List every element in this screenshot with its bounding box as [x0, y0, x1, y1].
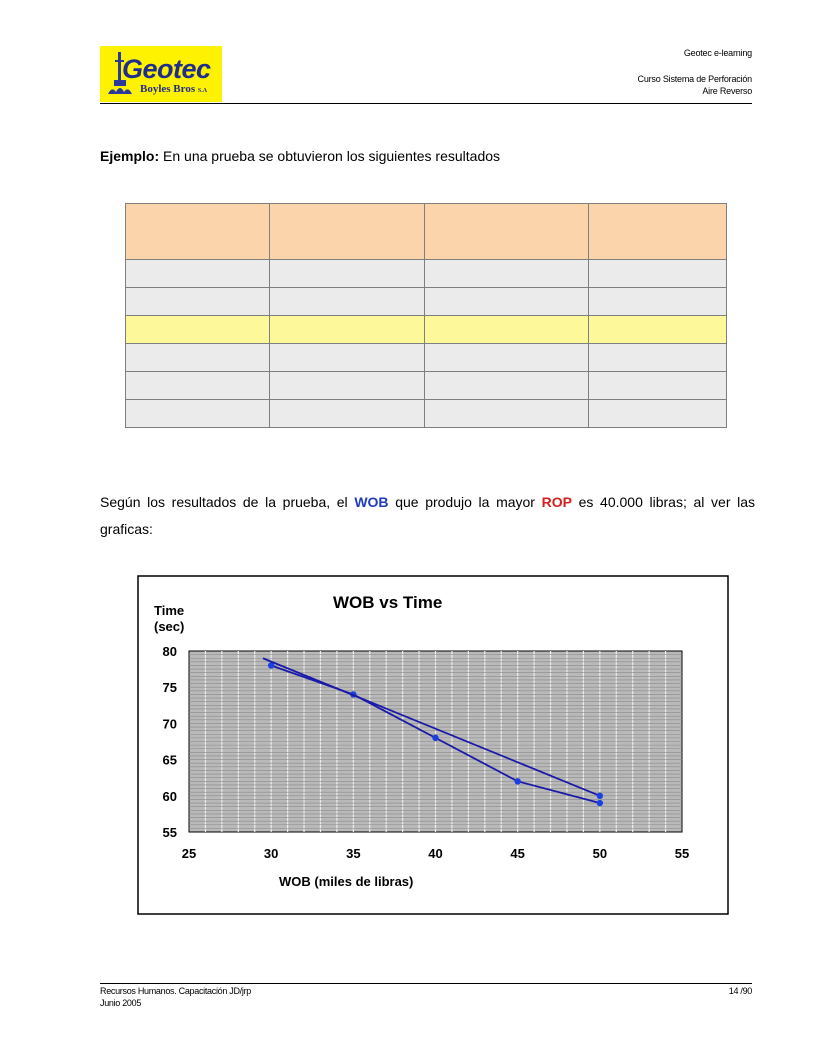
table-header-cell — [269, 204, 425, 260]
table-cell — [589, 260, 727, 288]
table-cell — [269, 288, 425, 316]
x-tick-label: 55 — [674, 846, 690, 861]
table-cell — [269, 400, 425, 428]
x-axis-label: WOB (miles de libras) — [279, 874, 414, 889]
example-text: En una prueba se obtuvieron los siguientes resultados — [159, 148, 501, 164]
x-tick-label: 25 — [181, 846, 197, 861]
table-cell — [126, 400, 270, 428]
table-cell — [589, 344, 727, 372]
table-cell — [269, 372, 425, 400]
x-tick-label: 35 — [346, 846, 361, 861]
table-cell — [425, 316, 589, 344]
table-row — [126, 400, 727, 428]
table-row — [126, 344, 727, 372]
chart-title: WOB vs Time — [333, 593, 443, 612]
x-tick-label: 45 — [510, 846, 525, 861]
keyword-rop: ROP — [541, 494, 572, 510]
y-axis-label: Time — [154, 603, 185, 618]
footer-department: Recursos Humanos. Capacitación JD/jrp — [100, 986, 251, 996]
table-cell — [425, 372, 589, 400]
table-cell — [425, 400, 589, 428]
table-header-row — [126, 204, 727, 260]
header-course-site: Geotec e-learning — [683, 48, 752, 58]
logo-subtitle: Boyles Bros S.A — [140, 83, 208, 95]
footer-date: Junio 2005 — [100, 998, 142, 1008]
table-cell — [425, 260, 589, 288]
table-header-cell — [589, 204, 727, 260]
table-cell — [425, 288, 589, 316]
y-tick-label: 80 — [162, 644, 177, 659]
y-tick-label: 70 — [162, 716, 177, 732]
table-cell — [126, 316, 270, 344]
data-point — [597, 793, 603, 799]
y-axis-unit-label: (sec) — [154, 619, 185, 634]
table-cell — [589, 372, 727, 400]
header-divider — [100, 103, 752, 104]
table-row — [126, 288, 727, 316]
x-tick-label: 40 — [428, 846, 443, 861]
table-row-highlighted — [126, 316, 727, 344]
keyword-wob: WOB — [354, 494, 389, 510]
example-label: Ejemplo: — [100, 148, 160, 164]
data-point — [597, 800, 603, 806]
table-cell — [126, 288, 270, 316]
table-header-cell — [126, 204, 270, 260]
table-cell — [269, 260, 425, 288]
table-cell — [126, 344, 270, 372]
table-cell — [269, 344, 425, 372]
x-tick-label: 30 — [263, 846, 279, 861]
geotec-logo — [100, 46, 222, 102]
x-tick-label: 50 — [592, 846, 608, 861]
table-cell — [126, 372, 270, 400]
table-header-cell — [425, 204, 589, 260]
table-cell — [589, 316, 727, 344]
example-intro — [100, 148, 500, 164]
y-tick-label: 55 — [162, 825, 177, 840]
header-course-name: Curso Sistema de Perforación — [637, 74, 752, 84]
footer-divider — [100, 983, 752, 984]
header-course-topic: Aire Reverso — [702, 86, 752, 96]
logo-name: Geotec — [122, 54, 211, 84]
results-table — [125, 203, 727, 428]
table-cell — [269, 316, 425, 344]
table-cell — [589, 288, 727, 316]
data-point — [514, 778, 520, 784]
conclusion-paragraph: Según los resultados de la prueba, el WOB que produjo la mayor ROP es 40.000 libras; al ver las graficas: — [100, 494, 756, 537]
y-tick-label: 65 — [162, 752, 177, 768]
footer-left — [100, 985, 251, 1009]
table-cell — [589, 400, 727, 428]
table-row — [126, 372, 727, 400]
wob-vs-time-chart — [137, 575, 729, 915]
table-row — [126, 260, 727, 288]
table-cell — [425, 344, 589, 372]
data-point — [432, 735, 438, 741]
y-tick-label: 75 — [162, 680, 177, 696]
table-body — [126, 260, 727, 428]
page-number: 14 /90 — [728, 986, 752, 996]
y-tick-label: 60 — [162, 788, 177, 804]
table-cell — [126, 260, 270, 288]
